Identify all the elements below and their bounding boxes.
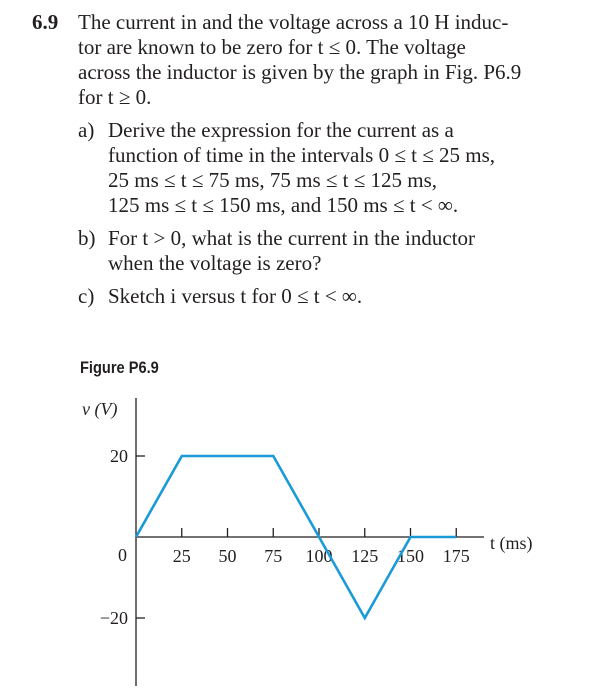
- intro-line: tor are known to be zero for t ≤ 0. The voltage: [78, 35, 466, 59]
- part-label: b): [78, 226, 96, 250]
- part-line: Derive the expression for the current as a: [108, 118, 454, 142]
- figure-caption: Figure P6.9: [80, 358, 159, 377]
- intro-line: across the inductor is given by the graph in Fig. P6.9: [78, 60, 522, 84]
- part-line: Sketch i versus t for 0 ≤ t < ∞.: [108, 284, 363, 308]
- y-tick-label: −20: [99, 608, 128, 628]
- x-tick-label: 175: [442, 546, 470, 566]
- x-ticks: [173, 528, 470, 566]
- origin-label: 0: [118, 545, 127, 565]
- y-tick-label: 20: [110, 446, 128, 466]
- x-tick-label: 50: [218, 546, 237, 566]
- part-line: 125 ms ≤ t ≤ 150 ms, and 150 ms ≤ t < ∞.: [108, 193, 459, 217]
- x-tick-label: 75: [264, 546, 283, 566]
- x-tick-label: 125: [351, 546, 379, 566]
- x-axis-label: t (ms): [490, 533, 533, 553]
- part-line: when the voltage is zero?: [108, 251, 322, 275]
- part-line: For t > 0, what is the current in the inductor: [108, 226, 476, 250]
- intro-line: The current in and the voltage across a 10 H induc-: [78, 10, 509, 34]
- problem-number: 6.9: [32, 10, 59, 34]
- x-tick-label: 100: [305, 546, 333, 566]
- part-label: a): [78, 118, 95, 142]
- x-tick-label: 25: [172, 546, 191, 566]
- part-line: function of time in the intervals 0 ≤ t ≤ 25 ms,: [108, 143, 495, 167]
- y-axis-label: v (V): [82, 399, 118, 419]
- intro-line: for t ≥ 0.: [78, 85, 152, 109]
- part-line: 25 ms ≤ t ≤ 75 ms, 75 ms ≤ t ≤ 125 ms,: [108, 168, 438, 192]
- x-tick-label: 150: [397, 546, 424, 566]
- part-label: c): [78, 284, 95, 308]
